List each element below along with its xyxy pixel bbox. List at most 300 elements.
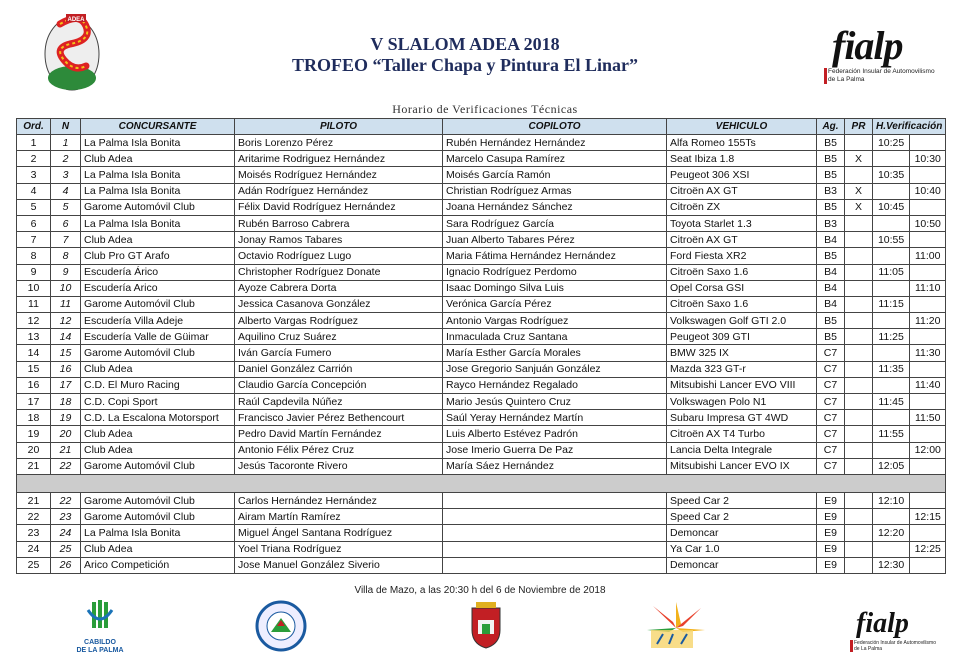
cell-piloto: Francisco Javier Pérez Bethencourt — [235, 410, 443, 426]
adea-logo-text: ADEA — [67, 17, 85, 23]
cell-copiloto: Luis Alberto Estévez Padrón — [443, 426, 667, 442]
cell-concursante: Garome Automóvil Club — [81, 199, 235, 215]
cell-concursante: Club Adea — [81, 541, 235, 557]
cell-copiloto: Antonio Vargas Rodríguez — [443, 313, 667, 329]
page-title: V SLALOM ADEA 2018 — [370, 34, 560, 54]
cell-hora-b: 11:50 — [910, 410, 946, 426]
cell-hora-b — [910, 167, 946, 183]
federation-tenerife-logo — [255, 600, 307, 657]
cell-pr — [845, 361, 873, 377]
table-row — [17, 458, 946, 474]
cell-piloto: Carlos Hernández Hernández — [235, 492, 443, 508]
table-row — [17, 280, 946, 296]
cell-concursante: Escudería Valle de Güimar — [81, 329, 235, 345]
cell-concursante: Club Adea — [81, 442, 235, 458]
cell-piloto: Rubén Barroso Cabrera — [235, 215, 443, 231]
cell-piloto: Moisés Rodríguez Hernández — [235, 167, 443, 183]
cell-n: 17 — [51, 377, 81, 393]
verification-table — [16, 118, 946, 574]
cell-vehiculo: Citroën Saxo 1.6 — [667, 264, 817, 280]
cell-piloto: Aquilino Cruz Suárez — [235, 329, 443, 345]
cell-hora-b: 12:00 — [910, 442, 946, 458]
cell-n: 16 — [51, 361, 81, 377]
cell-pr — [845, 509, 873, 525]
cell-hora-b: 11:40 — [910, 377, 946, 393]
table-header-row — [17, 119, 946, 135]
cell-vehiculo: Citroën AX GT — [667, 232, 817, 248]
cell-vehiculo: Volkswagen Polo N1 — [667, 394, 817, 410]
fialp-footer-bar — [850, 640, 853, 652]
cell-copiloto — [443, 492, 667, 508]
cell-pr — [845, 167, 873, 183]
table-row — [17, 232, 946, 248]
col-header-hverificacion: H.Verificación — [873, 119, 946, 135]
cell-copiloto — [443, 541, 667, 557]
cell-concursante: Club Pro GT Arafo — [81, 248, 235, 264]
fialp-logo-subtitle: Federación Insular de Automovilismo de La Palma — [828, 68, 935, 83]
cell-vehiculo: Citroën AX GT — [667, 183, 817, 199]
cell-concursante: Club Adea — [81, 232, 235, 248]
cell-hora-a — [873, 410, 910, 426]
cell-vehiculo: Volkswagen Golf GTI 2.0 — [667, 313, 817, 329]
cell-hora-a — [873, 313, 910, 329]
cell-ag: B5 — [817, 199, 845, 215]
cell-ag: C7 — [817, 458, 845, 474]
cell-piloto: Jesús Tacoronte Rivero — [235, 458, 443, 474]
cell-copiloto: Mario Jesús Quintero Cruz — [443, 394, 667, 410]
cell-pr — [845, 394, 873, 410]
cell-n: 19 — [51, 410, 81, 426]
cell-ag: B4 — [817, 280, 845, 296]
cell-n: 12 — [51, 313, 81, 329]
cell-ag: B3 — [817, 215, 845, 231]
cell-hora-a: 12:05 — [873, 458, 910, 474]
cell-hora-b — [910, 264, 946, 280]
cell-n: 4 — [51, 183, 81, 199]
cell-concursante: C.D. El Muro Racing — [81, 377, 235, 393]
table-row — [17, 296, 946, 312]
cell-hora-a: 10:35 — [873, 167, 910, 183]
table-row — [17, 264, 946, 280]
cell-hora-a — [873, 248, 910, 264]
cell-ord: 10 — [17, 280, 51, 296]
cell-piloto: Pedro David Martín Fernández — [235, 426, 443, 442]
cell-hora-b — [910, 492, 946, 508]
col-header-pr: PR — [845, 119, 873, 135]
cell-concursante: Garome Automóvil Club — [81, 345, 235, 361]
table-row — [17, 361, 946, 377]
cell-hora-b: 10:30 — [910, 151, 946, 167]
cell-pr — [845, 458, 873, 474]
cell-copiloto: Moisés García Ramón — [443, 167, 667, 183]
cell-pr — [845, 329, 873, 345]
col-header-n: N — [51, 119, 81, 135]
cell-pr — [845, 280, 873, 296]
cell-pr: X — [845, 199, 873, 215]
cell-hora-a — [873, 183, 910, 199]
cell-hora-b: 11:00 — [910, 248, 946, 264]
cabildo-line2: DE LA PALMA — [76, 647, 124, 654]
cell-concursante: La Palma Isla Bonita — [81, 525, 235, 541]
cell-concursante: Garome Automóvil Club — [81, 296, 235, 312]
cell-hora-a — [873, 345, 910, 361]
cell-pr — [845, 492, 873, 508]
cell-hora-a: 11:35 — [873, 361, 910, 377]
cell-concursante: Garome Automóvil Club — [81, 509, 235, 525]
cell-n: 5 — [51, 199, 81, 215]
cell-vehiculo: Ford Fiesta XR2 — [667, 248, 817, 264]
cell-concursante: Club Adea — [81, 426, 235, 442]
cell-ag: B5 — [817, 248, 845, 264]
cell-copiloto: Joana Hernández Sánchez — [443, 199, 667, 215]
cell-hora-b — [910, 525, 946, 541]
col-header-ord: Ord. — [17, 119, 51, 135]
cell-piloto: Jose Manuel González Siverio — [235, 557, 443, 573]
cell-concursante: Escudería Arico — [81, 280, 235, 296]
cell-piloto: Jonay Ramos Tabares — [235, 232, 443, 248]
cell-hora-a — [873, 280, 910, 296]
cell-copiloto — [443, 509, 667, 525]
cell-vehiculo: Citroën AX T4 Turbo — [667, 426, 817, 442]
cell-hora-a — [873, 541, 910, 557]
cell-ag: E9 — [817, 557, 845, 573]
table-row — [17, 151, 946, 167]
cell-concursante: Escudería Árico — [81, 264, 235, 280]
table-heading: Horario de Verificaciones Técnicas — [392, 102, 578, 116]
cell-n: 6 — [51, 215, 81, 231]
cell-ord: 21 — [17, 458, 51, 474]
cell-copiloto: Christian Rodríguez Armas — [443, 183, 667, 199]
cell-hora-a: 10:55 — [873, 232, 910, 248]
cell-concursante: C.D. La Escalona Motorsport — [81, 410, 235, 426]
table-row — [17, 525, 946, 541]
table-row — [17, 394, 946, 410]
table-row — [17, 410, 946, 426]
cell-hora-b — [910, 361, 946, 377]
cell-n: 10 — [51, 280, 81, 296]
cell-copiloto: María Esther García Morales — [443, 345, 667, 361]
cell-ord: 21 — [17, 492, 51, 508]
cell-vehiculo: Mitsubishi Lancer EVO VIII — [667, 377, 817, 393]
cell-piloto: Félix David Rodríguez Hernández — [235, 199, 443, 215]
cell-ord: 8 — [17, 248, 51, 264]
table-row — [17, 329, 946, 345]
cell-pr — [845, 410, 873, 426]
cell-pr — [845, 248, 873, 264]
table-row — [17, 541, 946, 557]
cell-hora-a: 12:30 — [873, 557, 910, 573]
cell-vehiculo: Alfa Romeo 155Ts — [667, 135, 817, 151]
cell-hora-a — [873, 509, 910, 525]
cell-vehiculo: Ya Car 1.0 — [667, 541, 817, 557]
cell-vehiculo: Subaru Impresa GT 4WD — [667, 410, 817, 426]
cell-ag: B4 — [817, 232, 845, 248]
cell-hora-a: 12:20 — [873, 525, 910, 541]
cell-pr — [845, 215, 873, 231]
cell-pr — [845, 313, 873, 329]
cell-ord: 18 — [17, 410, 51, 426]
cell-vehiculo: Opel Corsa GSI — [667, 280, 817, 296]
fia-flower-logo — [643, 600, 709, 655]
cell-hora-a: 11:15 — [873, 296, 910, 312]
cell-concursante: Garome Automóvil Club — [81, 458, 235, 474]
fialp-footer-word: fialp — [856, 608, 909, 639]
cell-n: 7 — [51, 232, 81, 248]
cell-copiloto — [443, 557, 667, 573]
cell-piloto: Raúl Capdevila Núñez — [235, 394, 443, 410]
cell-n: 14 — [51, 329, 81, 345]
cell-n: 9 — [51, 264, 81, 280]
col-header-concursante: CONCURSANTE — [81, 119, 235, 135]
cell-ord: 11 — [17, 296, 51, 312]
cell-n: 11 — [51, 296, 81, 312]
cell-pr — [845, 232, 873, 248]
table-row — [17, 313, 946, 329]
cell-piloto: Jessica Casanova González — [235, 296, 443, 312]
page-subtitle: TROFEO “Taller Chapa y Pintura El Linar” — [291, 55, 639, 75]
cell-vehiculo: Demoncar — [667, 525, 817, 541]
cell-ag: E9 — [817, 509, 845, 525]
cell-vehiculo: Peugeot 306 XSI — [667, 167, 817, 183]
cell-concursante: La Palma Isla Bonita — [81, 167, 235, 183]
cell-ag: E9 — [817, 492, 845, 508]
table-row — [17, 215, 946, 231]
cell-hora-b — [910, 296, 946, 312]
cell-concursante: Arico Competición — [81, 557, 235, 573]
cell-vehiculo: BMW 325 IX — [667, 345, 817, 361]
cell-piloto: Claudio García Concepción — [235, 377, 443, 393]
cell-concursante: Club Adea — [81, 151, 235, 167]
cell-hora-b: 12:15 — [910, 509, 946, 525]
cell-vehiculo: Lancia Delta Integrale — [667, 442, 817, 458]
cell-ord: 14 — [17, 345, 51, 361]
table-row — [17, 345, 946, 361]
cell-ord: 13 — [17, 329, 51, 345]
cell-ord: 2 — [17, 151, 51, 167]
table-row — [17, 377, 946, 393]
cabildo-line1: CABILDO — [84, 639, 116, 646]
cell-ag: C7 — [817, 410, 845, 426]
cell-hora-b: 10:40 — [910, 183, 946, 199]
cell-vehiculo: Toyota Starlet 1.3 — [667, 215, 817, 231]
cell-n: 22 — [51, 458, 81, 474]
cell-pr — [845, 296, 873, 312]
cell-ord: 19 — [17, 426, 51, 442]
table-row — [17, 509, 946, 525]
cell-piloto: Yoel Triana Rodríguez — [235, 541, 443, 557]
cell-ag: B5 — [817, 151, 845, 167]
cell-ord: 22 — [17, 509, 51, 525]
cell-ag: E9 — [817, 525, 845, 541]
cell-hora-b — [910, 329, 946, 345]
cell-vehiculo: Speed Car 2 — [667, 509, 817, 525]
cell-pr: X — [845, 183, 873, 199]
table-row — [17, 199, 946, 215]
cell-ag: C7 — [817, 394, 845, 410]
cell-hora-a: 11:55 — [873, 426, 910, 442]
cell-copiloto: Rayco Hernández Regalado — [443, 377, 667, 393]
cell-hora-b: 12:25 — [910, 541, 946, 557]
cell-pr — [845, 426, 873, 442]
col-header-piloto: PILOTO — [235, 119, 443, 135]
villa-de-mazo-crest — [468, 600, 504, 655]
cell-ord: 3 — [17, 167, 51, 183]
cell-piloto: Airam Martín Ramírez — [235, 509, 443, 525]
cell-n: 1 — [51, 135, 81, 151]
cell-hora-a: 10:45 — [873, 199, 910, 215]
cell-ord: 12 — [17, 313, 51, 329]
cell-hora-b: 11:20 — [910, 313, 946, 329]
cell-ord: 20 — [17, 442, 51, 458]
cell-ag: B5 — [817, 135, 845, 151]
cell-ag: B5 — [817, 167, 845, 183]
separator-cell — [17, 474, 946, 492]
table-row — [17, 183, 946, 199]
cell-ord: 6 — [17, 215, 51, 231]
cell-vehiculo: Citroën ZX — [667, 199, 817, 215]
cell-copiloto: María Sáez Hernández — [443, 458, 667, 474]
cell-hora-b: 11:30 — [910, 345, 946, 361]
cell-n: 26 — [51, 557, 81, 573]
cell-hora-b: 11:10 — [910, 280, 946, 296]
cell-piloto: Alberto Vargas Rodríguez — [235, 313, 443, 329]
cell-hora-b — [910, 232, 946, 248]
cell-copiloto: Juan Alberto Tabares Pérez — [443, 232, 667, 248]
cell-copiloto: Rubén Hernández Hernández — [443, 135, 667, 151]
cell-n: 23 — [51, 509, 81, 525]
col-header-copiloto: COPILOTO — [443, 119, 667, 135]
cell-ag: C7 — [817, 426, 845, 442]
cell-n: 3 — [51, 167, 81, 183]
cell-hora-b — [910, 394, 946, 410]
cell-hora-a — [873, 377, 910, 393]
cell-concursante: Club Adea — [81, 361, 235, 377]
cell-piloto: Adán Rodríguez Hernández — [235, 183, 443, 199]
cell-hora-a — [873, 215, 910, 231]
cell-hora-a: 12:10 — [873, 492, 910, 508]
cell-hora-a: 11:25 — [873, 329, 910, 345]
cell-n: 21 — [51, 442, 81, 458]
cell-concursante: La Palma Isla Bonita — [81, 135, 235, 151]
cell-piloto: Antonio Félix Pérez Cruz — [235, 442, 443, 458]
cell-piloto: Ayoze Cabrera Dorta — [235, 280, 443, 296]
cell-piloto: Boris Lorenzo Pérez — [235, 135, 443, 151]
cell-hora-a: 11:05 — [873, 264, 910, 280]
cell-copiloto: Sara Rodríguez García — [443, 215, 667, 231]
fialp-footer-subtitle: Federación Insular de Automovilismo de La Palma — [854, 640, 936, 652]
cell-hora-b — [910, 426, 946, 442]
cell-piloto: Octavio Rodríguez Lugo — [235, 248, 443, 264]
cell-vehiculo: Mazda 323 GT-r — [667, 361, 817, 377]
table-row — [17, 426, 946, 442]
cell-ag: B3 — [817, 183, 845, 199]
separator-row — [17, 474, 946, 492]
cell-copiloto — [443, 525, 667, 541]
cell-ord: 9 — [17, 264, 51, 280]
cell-piloto: Miguel Ángel Santana Rodríguez — [235, 525, 443, 541]
cell-ag: B5 — [817, 313, 845, 329]
cell-ag: C7 — [817, 442, 845, 458]
cell-pr — [845, 264, 873, 280]
fialp-footer-logo — [848, 600, 944, 650]
table-row — [17, 135, 946, 151]
table-row — [17, 442, 946, 458]
cell-concursante: C.D. Copi Sport — [81, 394, 235, 410]
cell-copiloto: Marcelo Casupa Ramírez — [443, 151, 667, 167]
cell-hora-a — [873, 151, 910, 167]
cell-hora-b — [910, 458, 946, 474]
cell-hora-b — [910, 199, 946, 215]
cell-n: 22 — [51, 492, 81, 508]
cell-ord: 5 — [17, 199, 51, 215]
cell-ag: C7 — [817, 361, 845, 377]
cell-n: 18 — [51, 394, 81, 410]
cell-copiloto: Maria Fátima Hernández Hernández — [443, 248, 667, 264]
cell-hora-b — [910, 557, 946, 573]
cell-pr — [845, 135, 873, 151]
cell-concursante: La Palma Isla Bonita — [81, 183, 235, 199]
cell-n: 15 — [51, 345, 81, 361]
cell-piloto: Aritarime Rodriguez Hernández — [235, 151, 443, 167]
cell-copiloto: Inmaculada Cruz Santana — [443, 329, 667, 345]
cell-hora-b — [910, 135, 946, 151]
cell-ord: 7 — [17, 232, 51, 248]
cell-pr — [845, 557, 873, 573]
cell-ag: C7 — [817, 377, 845, 393]
cell-concursante: La Palma Isla Bonita — [81, 215, 235, 231]
cell-piloto: Christopher Rodríguez Donate — [235, 264, 443, 280]
cell-ord: 15 — [17, 361, 51, 377]
cell-pr — [845, 377, 873, 393]
cell-copiloto: Saúl Yeray Hernández Martín — [443, 410, 667, 426]
cell-ord: 4 — [17, 183, 51, 199]
cell-vehiculo: Mitsubishi Lancer EVO IX — [667, 458, 817, 474]
cell-ag: B4 — [817, 296, 845, 312]
cell-copiloto: Jose Imerio Guerra De Paz — [443, 442, 667, 458]
cell-n: 8 — [51, 248, 81, 264]
cell-n: 20 — [51, 426, 81, 442]
cell-ag: B4 — [817, 264, 845, 280]
cell-n: 24 — [51, 525, 81, 541]
cell-hora-b: 10:50 — [910, 215, 946, 231]
cell-ord: 16 — [17, 377, 51, 393]
cell-copiloto: Jose Gregorio Sanjuán González — [443, 361, 667, 377]
cell-pr — [845, 345, 873, 361]
cell-pr — [845, 541, 873, 557]
table-row — [17, 167, 946, 183]
fialp-logo-word: fialp — [832, 23, 903, 68]
cell-concursante: Escudería Villa Adeje — [81, 313, 235, 329]
cell-piloto: Daniel González Carrión — [235, 361, 443, 377]
cell-ord: 24 — [17, 541, 51, 557]
footer-text: Villa de Mazo, a las 20:30 h del 6 de Noviembre de 2018 — [354, 585, 606, 596]
cell-hora-a: 10:25 — [873, 135, 910, 151]
cell-vehiculo: Speed Car 2 — [667, 492, 817, 508]
cell-pr — [845, 525, 873, 541]
col-header-vehiculo: VEHICULO — [667, 119, 817, 135]
table-row — [17, 248, 946, 264]
cell-hora-a — [873, 442, 910, 458]
table-row — [17, 492, 946, 508]
cell-copiloto: Isaac Domingo Silva Luis — [443, 280, 667, 296]
cell-ord: 23 — [17, 525, 51, 541]
cell-ord: 25 — [17, 557, 51, 573]
cell-n: 2 — [51, 151, 81, 167]
cell-concursante: Garome Automóvil Club — [81, 492, 235, 508]
cell-ag: E9 — [817, 541, 845, 557]
cell-ag: C7 — [817, 345, 845, 361]
cabildo-logo — [70, 600, 130, 655]
